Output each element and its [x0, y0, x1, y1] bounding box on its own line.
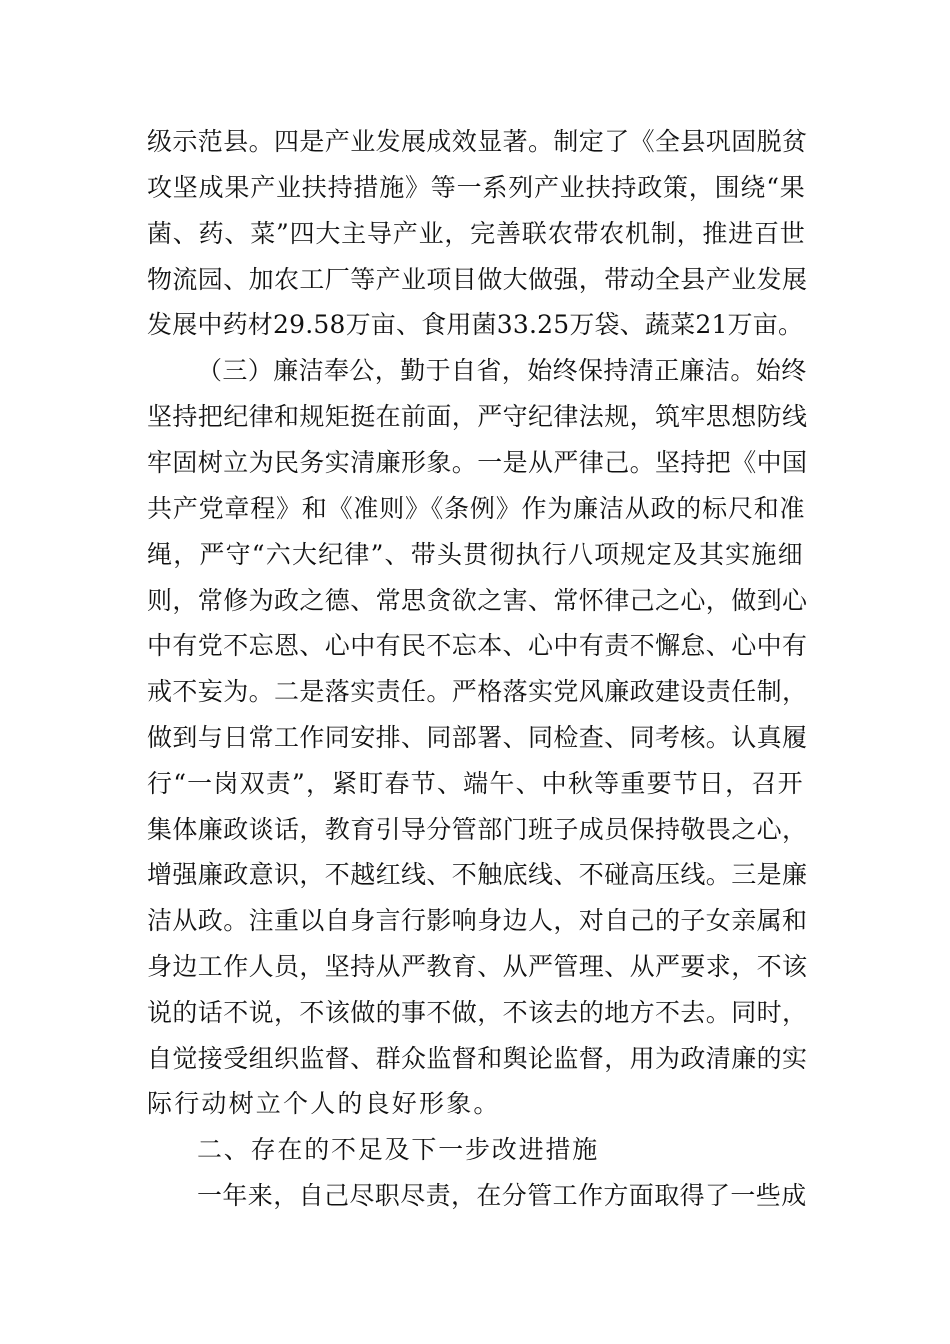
- text-line: 菌、药、菜”四大主导产业，完善联农带农机制，推进百世: [147, 219, 806, 248]
- text-line: 自觉接受组织监督、群众监督和舆论监督，用为政清廉的实: [147, 1044, 808, 1073]
- text-line: 发展中药材29.58万亩、食用菌33.25万袋、蔬菜21万亩。: [147, 310, 804, 339]
- text-line: 绳，严守“六大纪律”、带头贯彻执行八项规定及其实施细: [147, 540, 804, 569]
- text-line: 做到与日常工作同安排、同部署、同检查、同考核。认真履: [147, 723, 808, 752]
- text-line: 增强廉政意识，不越红线、不触底线、不碰高压线。三是廉: [147, 860, 808, 889]
- text-line: 集体廉政谈话，教育引导分管部门班子成员保持敬畏之心，: [147, 815, 808, 844]
- text-line: 说的话不说，不该做的事不做，不该去的地方不去。同时，: [147, 998, 808, 1027]
- section-heading: 二、存在的不足及下一步改进措施: [197, 1135, 600, 1164]
- text-line: 戒不妄为。二是落实责任。严格落实党风廉政建设责任制，: [147, 677, 808, 706]
- text-line: 行“一岗双责”，紧盯春节、端午、中秋等重要节日，召开: [147, 769, 804, 798]
- text-line: 身边工作人员，坚持从严教育、从严管理、从严要求，不该: [147, 952, 808, 981]
- text-line: 一年来，自己尽职尽责，在分管工作方面取得了一些成: [197, 1181, 807, 1210]
- text-line: 共产党章程》和《准则》《条例》作为廉洁从政的标尺和准: [147, 494, 806, 523]
- text-line: 洁从政。注重以自身言行影响身边人，对自己的子女亲属和: [147, 906, 808, 935]
- text-line: 际行动树立个人的良好形象。: [147, 1089, 501, 1118]
- text-line: 牢固树立为民务实清廉形象。一是从严律己。坚持把《中国: [147, 448, 808, 477]
- text-line: 物流园、加农工厂等产业项目做大做强，带动全县产业发展: [147, 265, 808, 294]
- text-line: 攻坚成果产业扶持措施》等一系列产业扶持政策，围绕“果: [147, 173, 806, 202]
- text-line: 则，常修为政之德、常思贪欲之害、常怀律己之心，做到心: [147, 586, 808, 615]
- text-line: 坚持把纪律和规矩挺在前面，严守纪律法规，筑牢思想防线: [147, 402, 808, 431]
- section-heading-line: （三）廉洁奉公，勤于自省，始终保持清正廉洁。始终: [197, 356, 807, 385]
- text-line: 级示范县。四是产业发展成效显著。制定了《全县巩固脱贫: [147, 127, 808, 156]
- text-line: 中有党不忘恩、心中有民不忘本、心中有责不懈怠、心中有: [147, 631, 808, 660]
